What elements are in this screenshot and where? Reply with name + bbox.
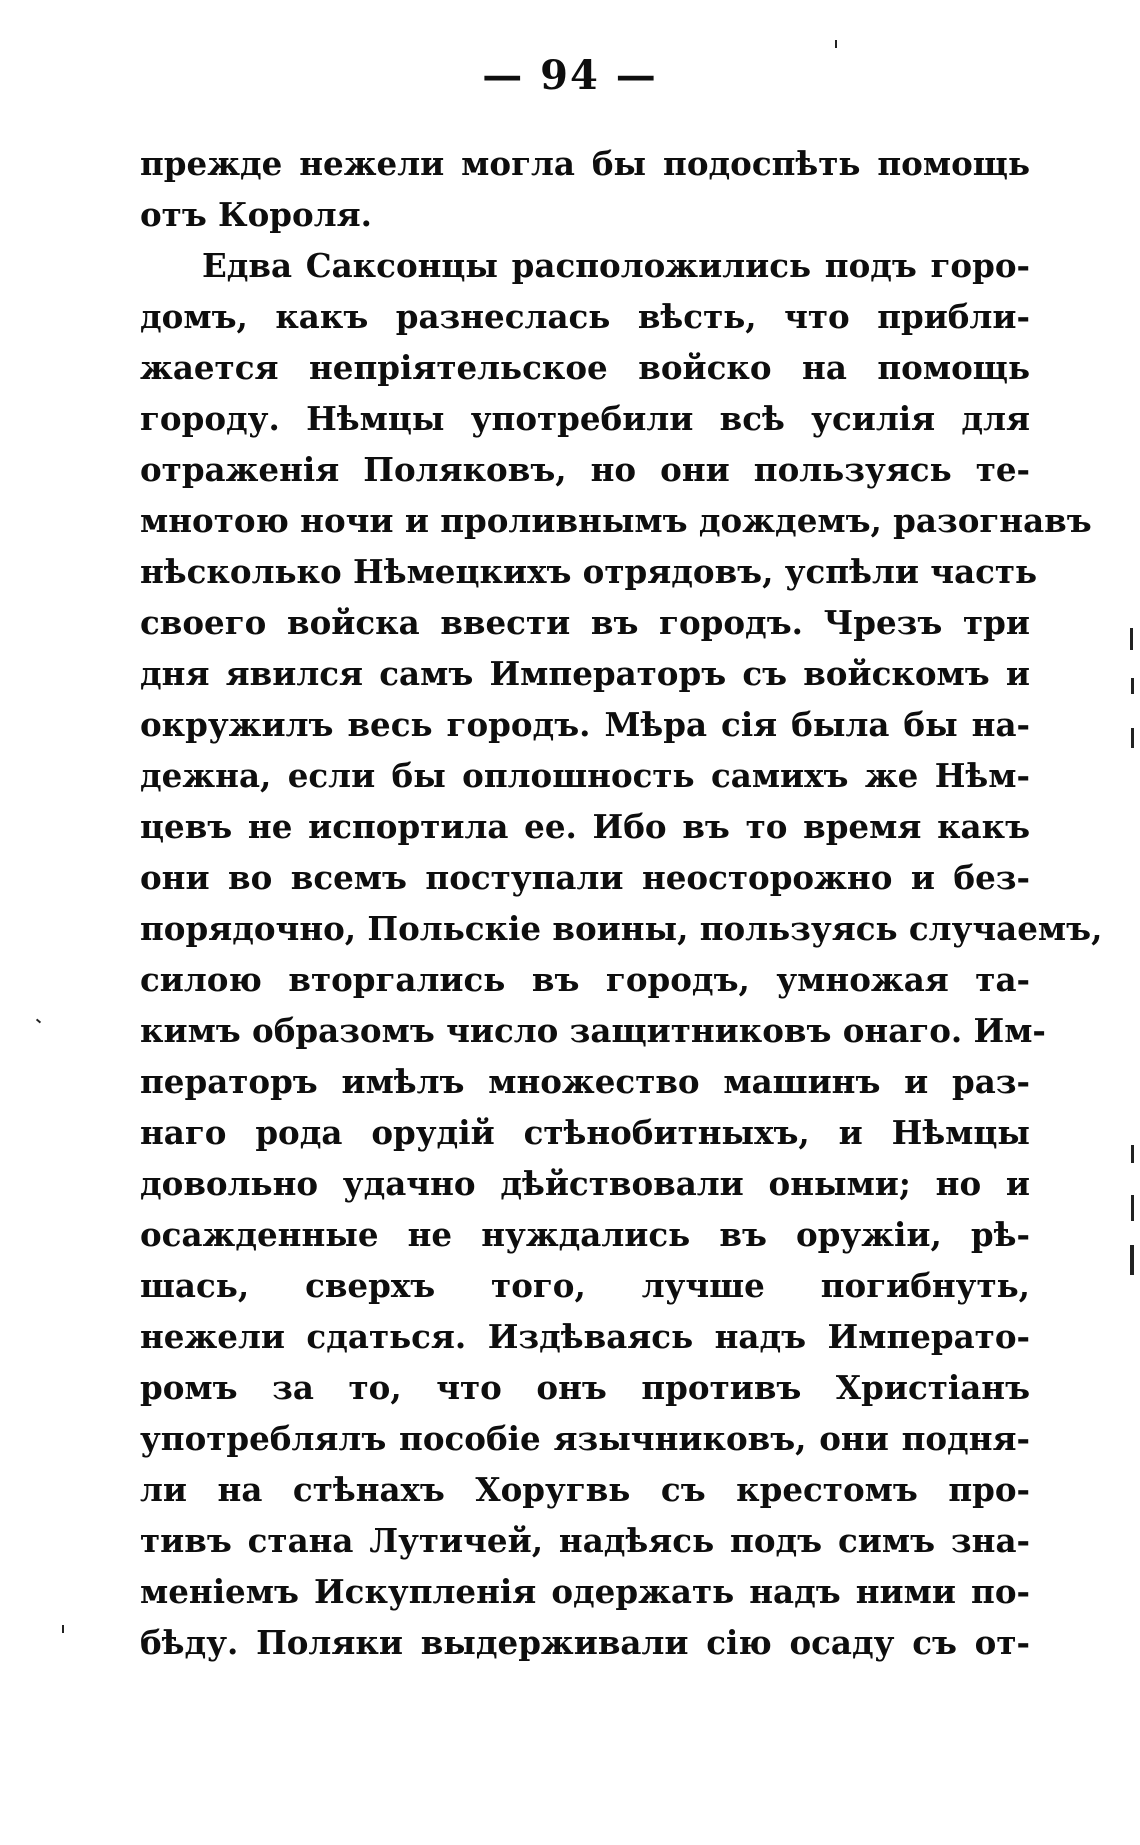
text-line: ли на стѣнахъ Хоругвь съ крестомъ про- — [140, 1470, 1030, 1509]
text-line: осажденные не нуждались въ оружіи, рѣ- — [140, 1215, 1030, 1254]
text-line: цевъ не испортила ее. Ибо въ то время какъ — [140, 807, 1030, 846]
text-line: они во всемъ поступали неосторожно и без- — [140, 858, 1030, 897]
text-line: Едва Саксонцы расположились подъ горо- — [202, 246, 1030, 285]
text-line: городу. Нѣмцы употребили всѣ усилія для — [140, 399, 1030, 438]
text-line: меніемъ Искупленія одержать надъ ними по- — [140, 1572, 1030, 1611]
text-line: окружилъ весь городъ. Мѣра сія была бы на- — [140, 705, 1030, 744]
text-body — [140, 138, 1103, 1668]
text-line: бѣду. Поляки выдерживали сію осаду съ от- — [140, 1623, 1030, 1662]
scan-artifact — [1131, 728, 1134, 748]
text-line: дня явился самъ Императоръ съ войскомъ и — [140, 654, 1030, 693]
scan-artifact — [835, 40, 837, 48]
scan-artifact — [1130, 1245, 1134, 1275]
scan-artifact — [36, 1019, 41, 1024]
text-line: употреблялъ пособіе язычниковъ, они подня- — [140, 1419, 1030, 1458]
text-line: своего войска ввести въ городъ. Чрезъ три — [140, 603, 1030, 642]
text-line: наго рода орудій стѣнобитныхъ, и Нѣмцы — [140, 1113, 1030, 1152]
text-line: довольно удачно дѣйствовали оными; но и — [140, 1164, 1030, 1203]
text-line: домъ, какъ разнеслась вѣсть, что прибли- — [140, 297, 1030, 336]
text-line: мнотою ночи и проливнымъ дождемъ, разогнавъ — [140, 501, 1092, 540]
text-line: отъ Короля. — [140, 195, 372, 234]
text-line: ператоръ имѣлъ множество машинъ и раз- — [140, 1062, 1030, 1101]
text-line: порядочно, Польскіе воины, пользуясь случаемъ, — [140, 909, 1103, 948]
text-line: дежна, если бы оплошность самихъ же Нѣм- — [140, 756, 1030, 795]
text-line: жается непріятельское войско на помощь — [140, 348, 1030, 387]
text-line: прежде нежели могла бы подоспѣть помощь — [140, 144, 1030, 183]
text-line: нежели сдаться. Издѣваясь надъ Императо- — [140, 1317, 1030, 1356]
text-line: шась, сверхъ того, лучше погибнуть, — [140, 1266, 1030, 1305]
text-line: тивъ стана Лутичей, надѣясь подъ симъ зна- — [140, 1521, 1030, 1560]
text-line: нѣсколько Нѣмецкихъ отрядовъ, успѣли часть — [140, 552, 1038, 591]
scan-artifact — [1131, 1195, 1134, 1221]
scan-artifact — [1131, 678, 1134, 694]
text-line: кимъ образомъ число защитниковъ онаго. Им- — [140, 1011, 1046, 1050]
text-line: ромъ за то, что онъ противъ Христіанъ — [140, 1368, 1030, 1407]
scan-artifact — [62, 1625, 64, 1633]
scan-artifact — [1131, 1145, 1134, 1163]
text-line: отраженія Поляковъ, но они пользуясь те- — [140, 450, 1030, 489]
page-number-header: — 94 — — [482, 52, 658, 99]
text-line: силою вторгались въ городъ, умножая та- — [140, 960, 1030, 999]
scan-artifact — [1130, 628, 1133, 650]
